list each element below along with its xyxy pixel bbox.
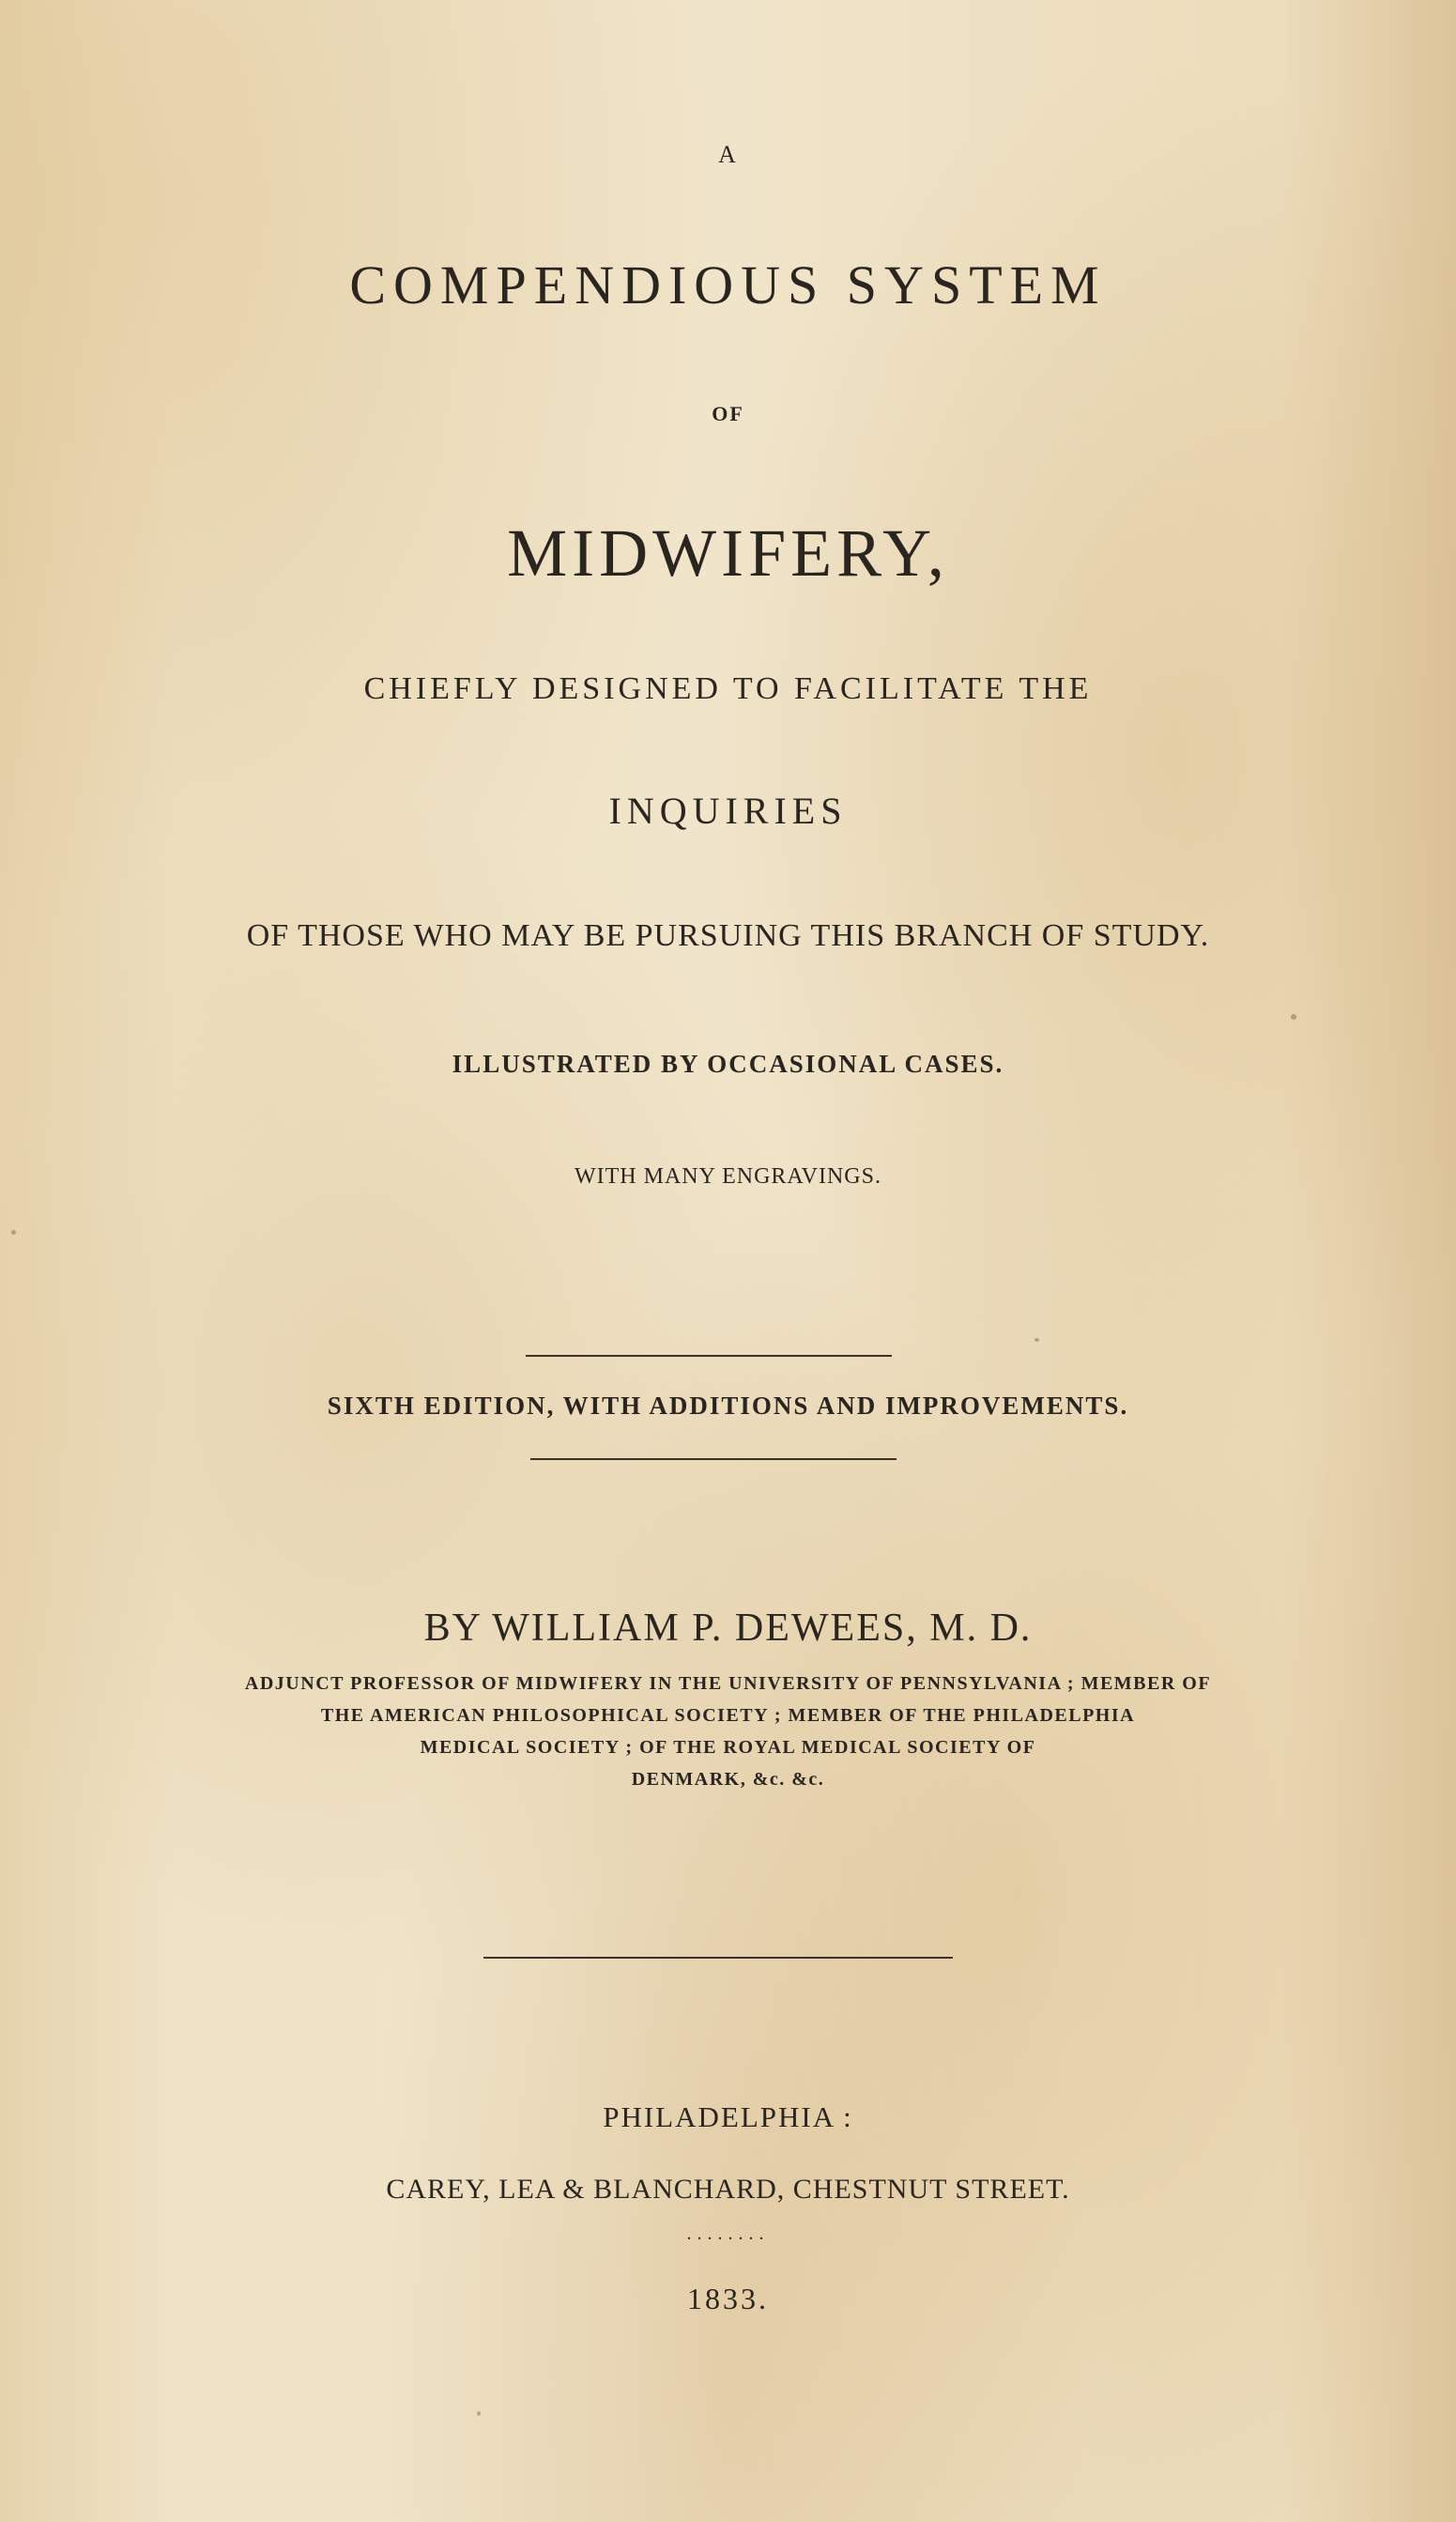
engravings-note: WITH MANY ENGRAVINGS.	[575, 1164, 881, 1189]
edition-statement: SIXTH EDITION, WITH ADDITIONS AND IMPROVEMENTS.	[327, 1392, 1129, 1420]
imprint-year: 1833.	[687, 2282, 769, 2315]
imprint-dot-separator: ........	[686, 2223, 770, 2244]
subtitle-line-2: INQUIRIES	[608, 790, 848, 832]
book-title-main: COMPENDIOUS SYSTEM	[349, 254, 1107, 315]
divider-rule-bottom	[530, 1458, 897, 1460]
book-title-subject: MIDWIFERY,	[507, 515, 949, 591]
imprint-city: PHILADELPHIA :	[603, 2100, 853, 2133]
paper-speck	[11, 1230, 16, 1235]
author-credentials-line: ADJUNCT PROFESSOR OF MIDWIFERY IN THE UNIVERSITY OF PENNSYLVANIA ; MEMBER OF	[244, 1673, 1212, 1694]
paper-speck	[1035, 1338, 1039, 1342]
author-credentials-line: DENMARK, &c. &c.	[631, 1769, 825, 1790]
illustrated-note: ILLUSTRATED BY OCCASIONAL CASES.	[452, 1050, 1004, 1078]
article-a: A	[718, 141, 738, 168]
author-credentials-line: MEDICAL SOCIETY ; OF THE ROYAL MEDICAL SOCIETY OF	[420, 1737, 1036, 1758]
paper-speck	[1291, 1014, 1296, 1020]
author-credentials-line: THE AMERICAN PHILOSOPHICAL SOCIETY ; MEMBER OF THE PHILADELPHIA	[320, 1705, 1136, 1726]
of-connector: OF	[712, 402, 744, 425]
subtitle-line-1: CHIEFLY DESIGNED TO FACILITATE THE	[363, 671, 1093, 706]
author-line: BY WILLIAM P. DEWEES, M. D.	[423, 1607, 1033, 1650]
divider-rule-top	[526, 1355, 892, 1357]
paper-speck	[477, 2411, 481, 2416]
imprint-publisher: CAREY, LEA & BLANCHARD, CHESTNUT STREET.	[386, 2174, 1070, 2205]
subtitle-line-3: OF THOSE WHO MAY BE PURSUING THIS BRANCH OF STUDY.	[246, 918, 1210, 953]
divider-rule-imprint	[483, 1957, 953, 1959]
